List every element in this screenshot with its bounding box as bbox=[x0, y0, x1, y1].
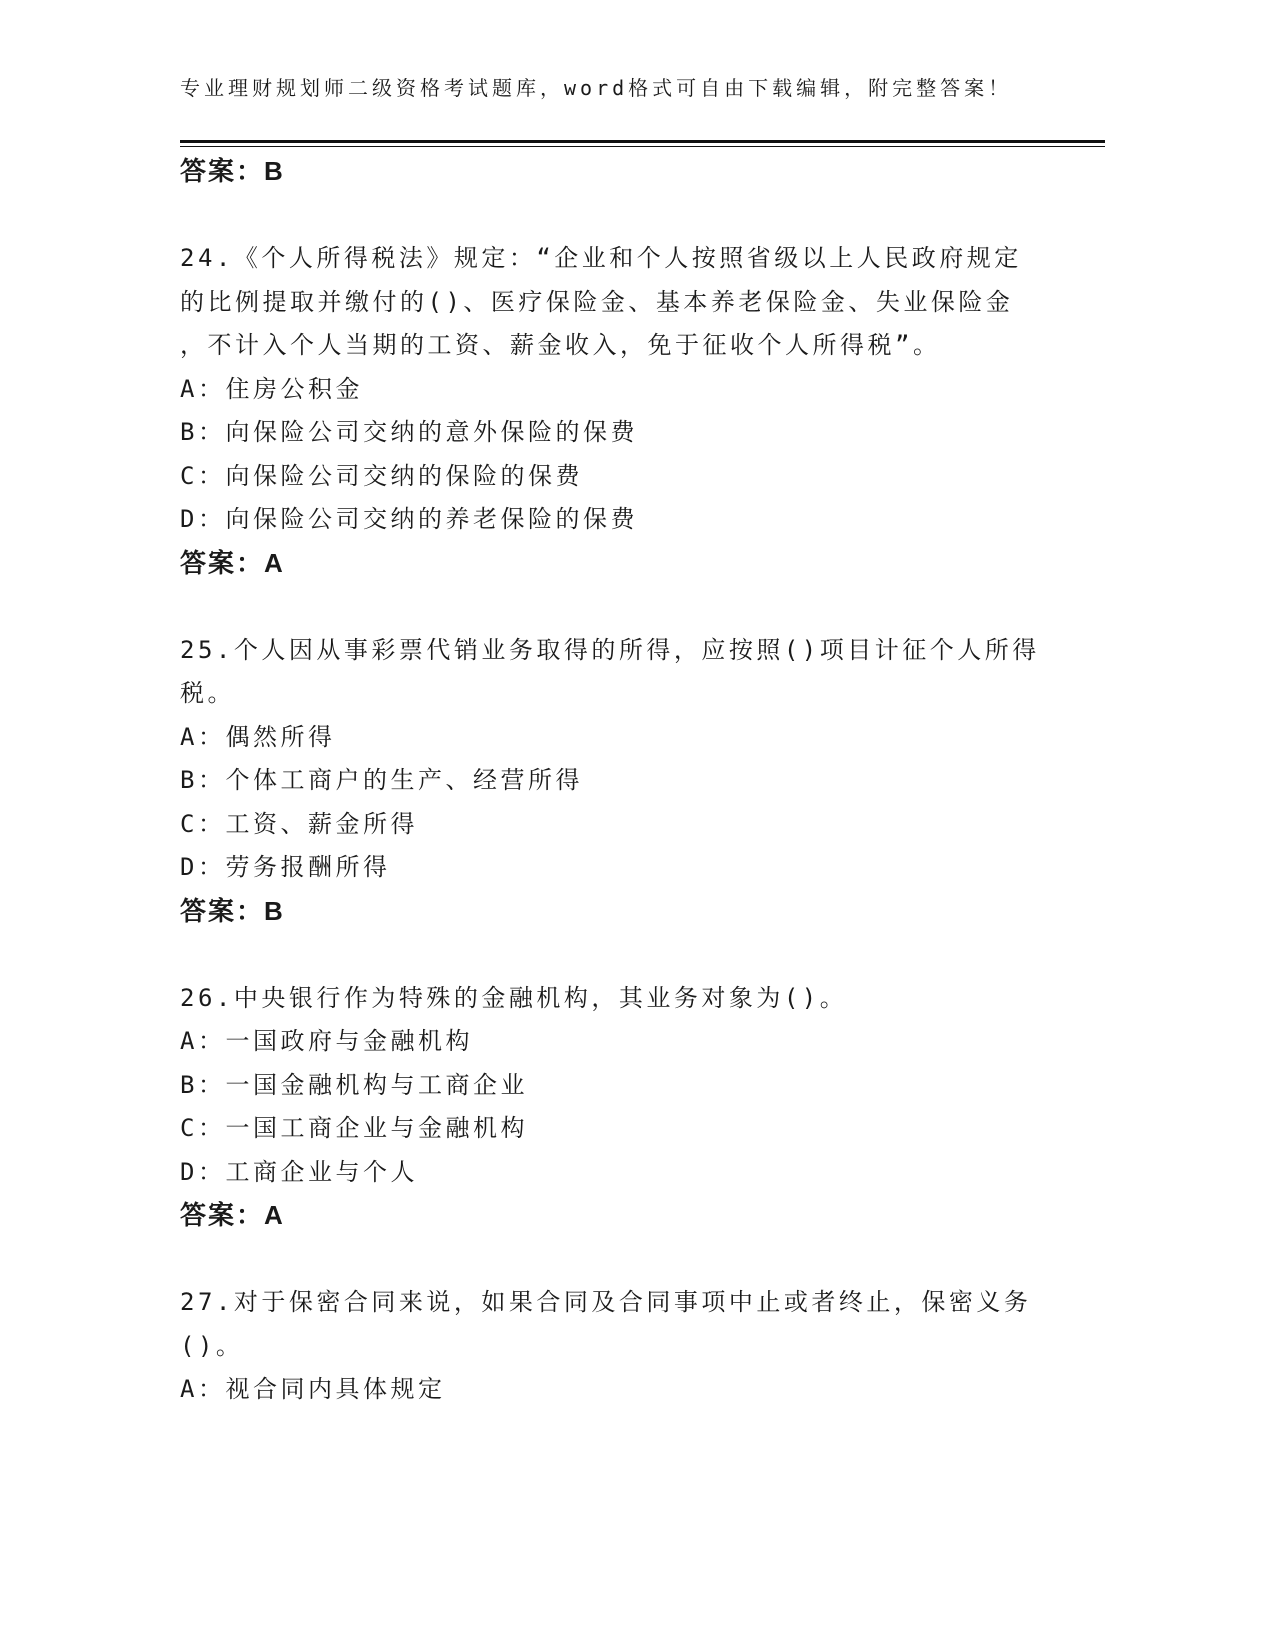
question-27 bbox=[180, 1281, 1120, 1412]
document-body bbox=[180, 150, 1120, 1412]
question-stem-line: ，不计入个人当期的工资、薪金收入，免于征收个人所得税”。 bbox=[180, 331, 941, 359]
previous-answer: 答案：B bbox=[180, 156, 285, 186]
option-d: D：向保险公司交纳的养老保险的保费 bbox=[180, 505, 638, 533]
option-a: A：视合同内具体规定 bbox=[180, 1375, 446, 1403]
answer-line: 答案：A bbox=[180, 547, 285, 578]
header-rule-thin bbox=[180, 146, 1105, 147]
answer-line: 答案：A bbox=[180, 1200, 285, 1230]
header-rule-thick bbox=[180, 140, 1105, 143]
blank-line bbox=[180, 194, 1120, 238]
option-a: A：住房公积金 bbox=[180, 374, 363, 403]
option-b: B：向保险公司交纳的意外保险的保费 bbox=[180, 418, 638, 446]
answer-line: 答案：B bbox=[180, 895, 285, 926]
page-header-text: 专业理财规划师二级资格考试题库，word格式可自由下载编辑，附完整答案！ bbox=[180, 76, 1013, 100]
question-stem-line: 的比例提取并缴付的()、医疗保险金、基本养老保险金、失业保险金 bbox=[180, 287, 1014, 316]
blank-line bbox=[180, 933, 1120, 977]
question-stem-line: ()。 bbox=[180, 1331, 244, 1360]
option-b: B：一国金融机构与工商企业 bbox=[180, 1070, 528, 1099]
question-stem-line: 税。 bbox=[180, 679, 235, 707]
blank-line bbox=[180, 585, 1120, 629]
option-a: A：偶然所得 bbox=[180, 722, 336, 751]
option-c: C：向保险公司交纳的保险的保费 bbox=[180, 461, 583, 490]
question-25 bbox=[180, 629, 1120, 934]
option-c: C：一国工商企业与金融机构 bbox=[180, 1114, 528, 1142]
blank-line bbox=[180, 1238, 1120, 1282]
question-stem-line: 24.《个人所得税法》规定：“企业和个人按照省级以上人民政府规定 bbox=[180, 244, 1022, 272]
option-c: C：工资、薪金所得 bbox=[180, 809, 418, 838]
option-b: B：个体工商户的生产、经营所得 bbox=[180, 766, 583, 794]
question-stem-line: 25.个人因从事彩票代销业务取得的所得，应按照()项目计征个人所得 bbox=[180, 635, 1040, 664]
option-a: A：一国政府与金融机构 bbox=[180, 1027, 473, 1055]
question-24 bbox=[180, 237, 1120, 585]
question-26 bbox=[180, 977, 1120, 1238]
question-stem-line: 26.中央银行作为特殊的金融机构，其业务对象为()。 bbox=[180, 983, 848, 1012]
option-d: D：劳务报酬所得 bbox=[180, 853, 391, 881]
option-d: D：工商企业与个人 bbox=[180, 1157, 418, 1186]
question-stem-line: 27.对于保密合同来说，如果合同及合同事项中止或者终止，保密义务 bbox=[180, 1288, 1032, 1316]
